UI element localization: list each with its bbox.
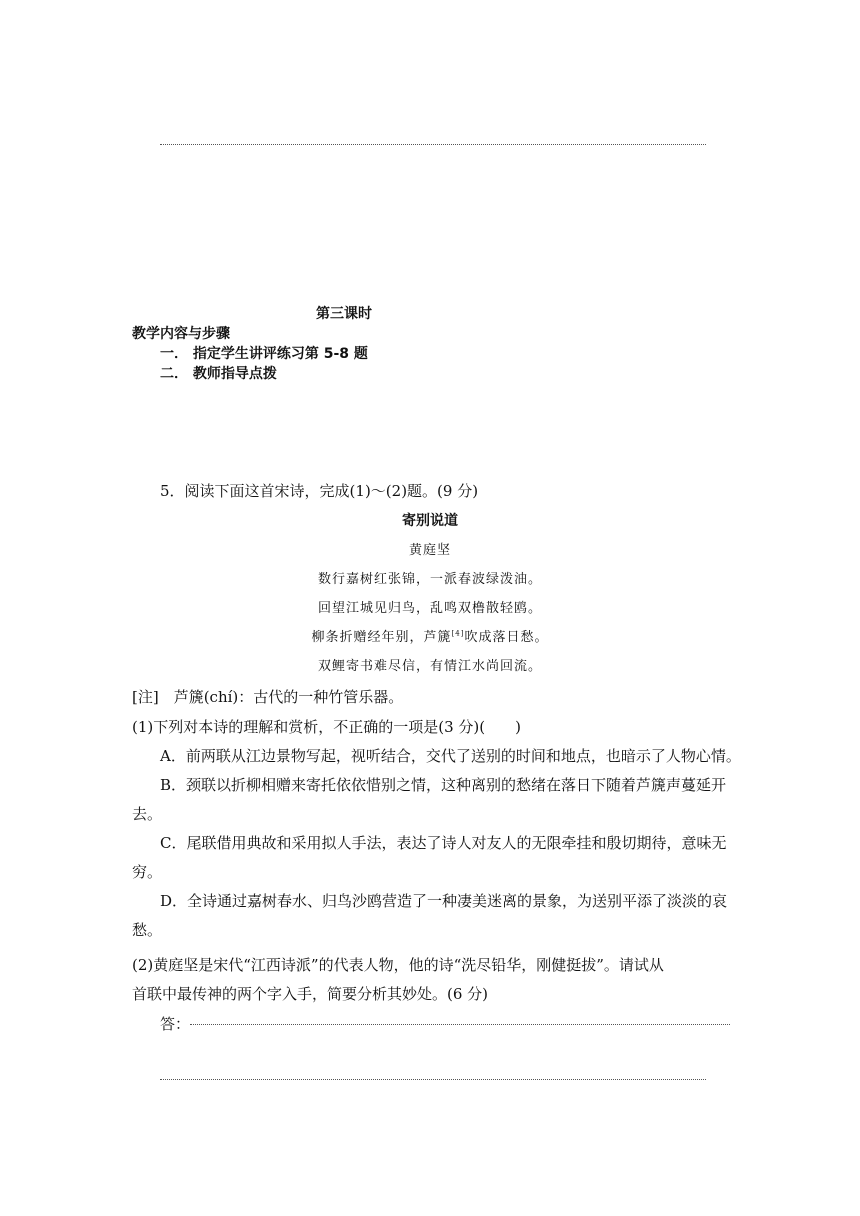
poem-author: 黄庭坚 xyxy=(408,543,451,558)
poem-line-3-part2: 吹成落日愁。 xyxy=(464,630,549,645)
footnote-mark: [4] xyxy=(451,629,465,638)
step-one: 一． 指定学生讲评练习第 5-8 题 xyxy=(160,346,368,362)
option-d-line2: 愁。 xyxy=(132,921,163,939)
answer-line-1[interactable] xyxy=(190,1024,730,1025)
sub-question-2-line1: (2)黄庭坚是宋代“江西诗派”的代表人物，他的诗“洗尽铅华，刚健挺拔”。请试从 xyxy=(132,956,664,974)
answer-label: 答： xyxy=(160,1015,191,1033)
step-two: 二． 教师指导点拨 xyxy=(160,366,277,382)
option-b-line1: B．颈联以折柳相赠来寄托依依惜别之情，这种离别的愁绪在落日下随着芦篪声蔓延开 xyxy=(160,776,727,794)
sub-question-2-line2: 首联中最传神的两个字入手，简要分析其妙处。(6 分) xyxy=(132,985,489,1003)
section-title: 教学内容与步骤 xyxy=(132,326,230,342)
answer-line-top xyxy=(160,144,706,145)
option-b-line2: 去。 xyxy=(132,805,163,823)
poem-line-1: 数行嘉树红张锦，一派春波绿泼油。 xyxy=(317,572,542,587)
sub-question-1: (1)下列对本诗的理解和赏析，不正确的一项是(3 分)( ) xyxy=(132,718,521,736)
question-intro: 5．阅读下面这首宋诗，完成(1)～(2)题。(9 分) xyxy=(160,482,479,500)
option-a: A．前两联从江边景物写起，视听结合，交代了送别的时间和地点，也暗示了人物心情。 xyxy=(160,747,741,765)
lesson-title: 第三课时 xyxy=(316,306,372,322)
answer-line-2[interactable] xyxy=(160,1079,706,1080)
option-c-line2: 穷。 xyxy=(132,863,163,881)
option-d-line1: D．全诗通过嘉树春水、归鸟沙鸥营造了一种凄美迷离的景象，为送别平添了淡淡的哀 xyxy=(160,892,728,910)
option-c-line1: C．尾联借用典故和采用拟人手法，表达了诗人对友人的无限牵挂和殷切期待，意味无 xyxy=(160,834,727,852)
poem-line-4: 双鲤寄书难尽信，有情江水尚回流。 xyxy=(317,659,542,674)
poem-line-2: 回望江城见归鸟，乱鸣双橹散轻鸥。 xyxy=(317,601,542,616)
poem-line-3 xyxy=(0,626,860,645)
poem-title: 寄别说道 xyxy=(402,513,458,529)
footnote: [注] 芦篪(chí)：古代的一种竹管乐器。 xyxy=(132,688,404,706)
poem-line-3-part1: 柳条折赠经年别，芦篪 xyxy=(311,630,452,645)
